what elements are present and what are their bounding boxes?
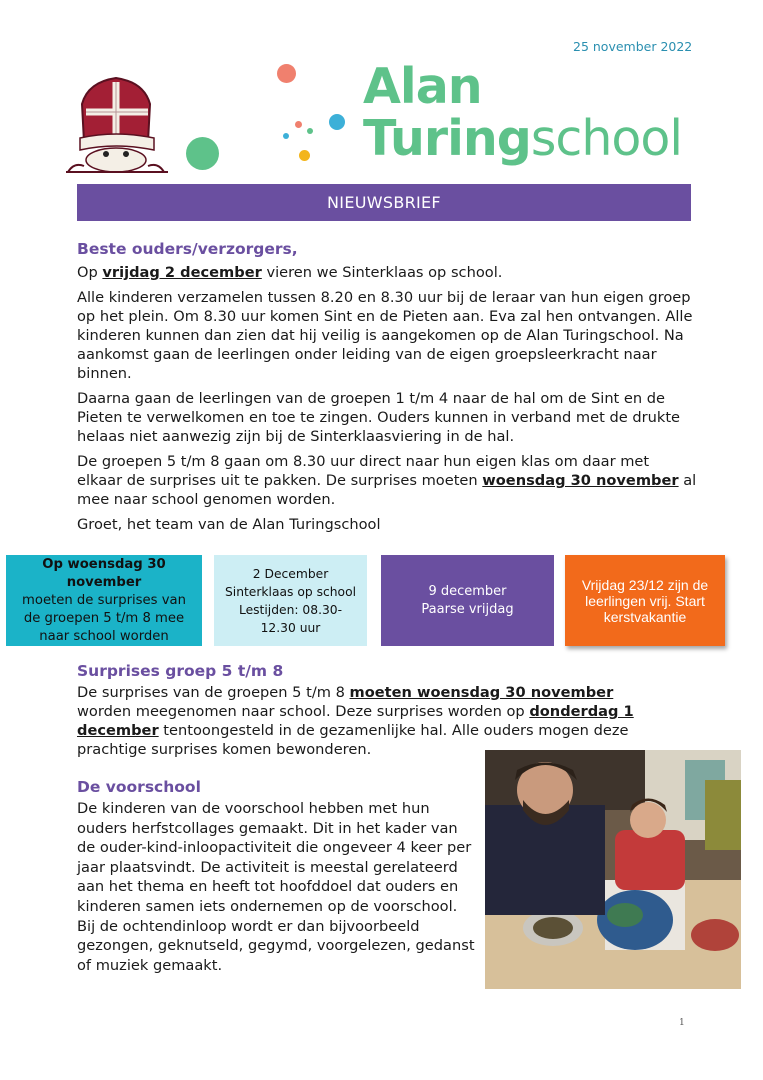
info-box-kerstvakantie: Vrijdag 23/12 zijn de leerlingen vrij. Start kerstvakantie bbox=[565, 555, 725, 646]
signoff: Groet, het team van de Alan Turingschool bbox=[77, 516, 381, 533]
logo-dot-coral bbox=[277, 64, 296, 83]
surprises-heading: Surprises groep 5 t/m 8 bbox=[77, 662, 284, 680]
voorschool-heading: De voorschool bbox=[77, 778, 201, 796]
intro-section bbox=[77, 240, 697, 540]
info-box-surprises-deadline: Op woensdag 30 november moeten de surprises van de groepen 5 t/m 8 mee naar school worden bbox=[6, 555, 202, 646]
newsletter-banner: NIEUWSBRIEF bbox=[77, 184, 691, 221]
info-box-paarse-vrijdag: 9 december Paarse vrijdag bbox=[381, 555, 554, 646]
voorschool-paragraph: De kinderen van de voorschool hebben met hun ouders herfstcollages gemaakt. Dit in het kader van de ouder-kind-inloopactiviteit die ongeveer 4 keer per jaar plaatsvindt. De activiteit is meestal gerelateerd aan het thema en heeft tot hoofddoel dat ouders en kinderen samen iets ondernemen op de voorschool. Bij de ochtendinloop wordt er dan bijvoorbeeld gezongen, geknutseld, gegymd, voorgelezen, gedanst of muziek gemaakt. bbox=[77, 800, 475, 974]
logo-text-alan: Alan bbox=[363, 58, 482, 115]
intro-paragraph-1: Op vrijdag 2 december vieren we Sinterklaas op school. bbox=[77, 264, 503, 281]
logo-dot-blue bbox=[329, 114, 345, 130]
logo-text-turingschool: Turingschool bbox=[363, 110, 682, 167]
page-number: 1 bbox=[679, 1018, 685, 1028]
surprises-paragraph: De surprises van de groepen 5 t/m 8 moeten woensdag 30 november worden meegenomen naar school. Deze surprises worden op donderdag 1 december tentoongesteld in de gezamenlijke hal. Alle ouders mogen deze prachtige surprises komen bewonderen. bbox=[77, 684, 634, 758]
logo-dot-small-blue bbox=[283, 133, 289, 139]
greeting-heading: Beste ouders/verzorgers, bbox=[77, 240, 298, 258]
voorschool-photo bbox=[485, 750, 741, 989]
logo-dot-small-green bbox=[307, 128, 313, 134]
logo-dot-yellow bbox=[299, 150, 310, 161]
intro-paragraph-4: De groepen 5 t/m 8 gaan om 8.30 uur direct naar hun eigen klas om daar met elkaar de surprises uit te pakken. De surprises moeten woensdag 30 november al mee naar school genomen worden. bbox=[77, 453, 697, 508]
logo-dot-green bbox=[186, 137, 219, 170]
voorschool-section bbox=[77, 778, 477, 975]
surprises-section bbox=[77, 662, 677, 759]
intro-paragraph-3: Daarna gaan de leerlingen van de groepen 1 t/m 4 naar de hal om de Sint en de Pieten te verwelkomen en toe te zingen. Ouders kunnen in verband met de drukte helaas niet aanwezig zijn bij de Sinterklaasviering in de hal. bbox=[77, 390, 681, 445]
sinterklaas-mitre-illustration bbox=[62, 74, 174, 176]
newsletter-date: 25 november 2022 bbox=[573, 39, 693, 54]
intro-paragraph-2: Alle kinderen verzamelen tussen 8.20 en 8.30 uur bij de leraar van hun eigen groep op het plein. Om 8.30 uur komen Sint en de Pieten aan. Eva zal hen ontvangen. Alle kinderen kunnen dan zien dat hij veilig is aangekomen op de Alan Turingschool. Na aankomst gaan de leerlingen onder leiding van de eigen groepsleerkracht naar binnen. bbox=[77, 289, 693, 382]
info-box-sinterklaas: 2 December Sinterklaas op school Lestijden: 08.30-12.30 uur bbox=[214, 555, 367, 646]
logo-dot-small-coral bbox=[295, 121, 302, 128]
